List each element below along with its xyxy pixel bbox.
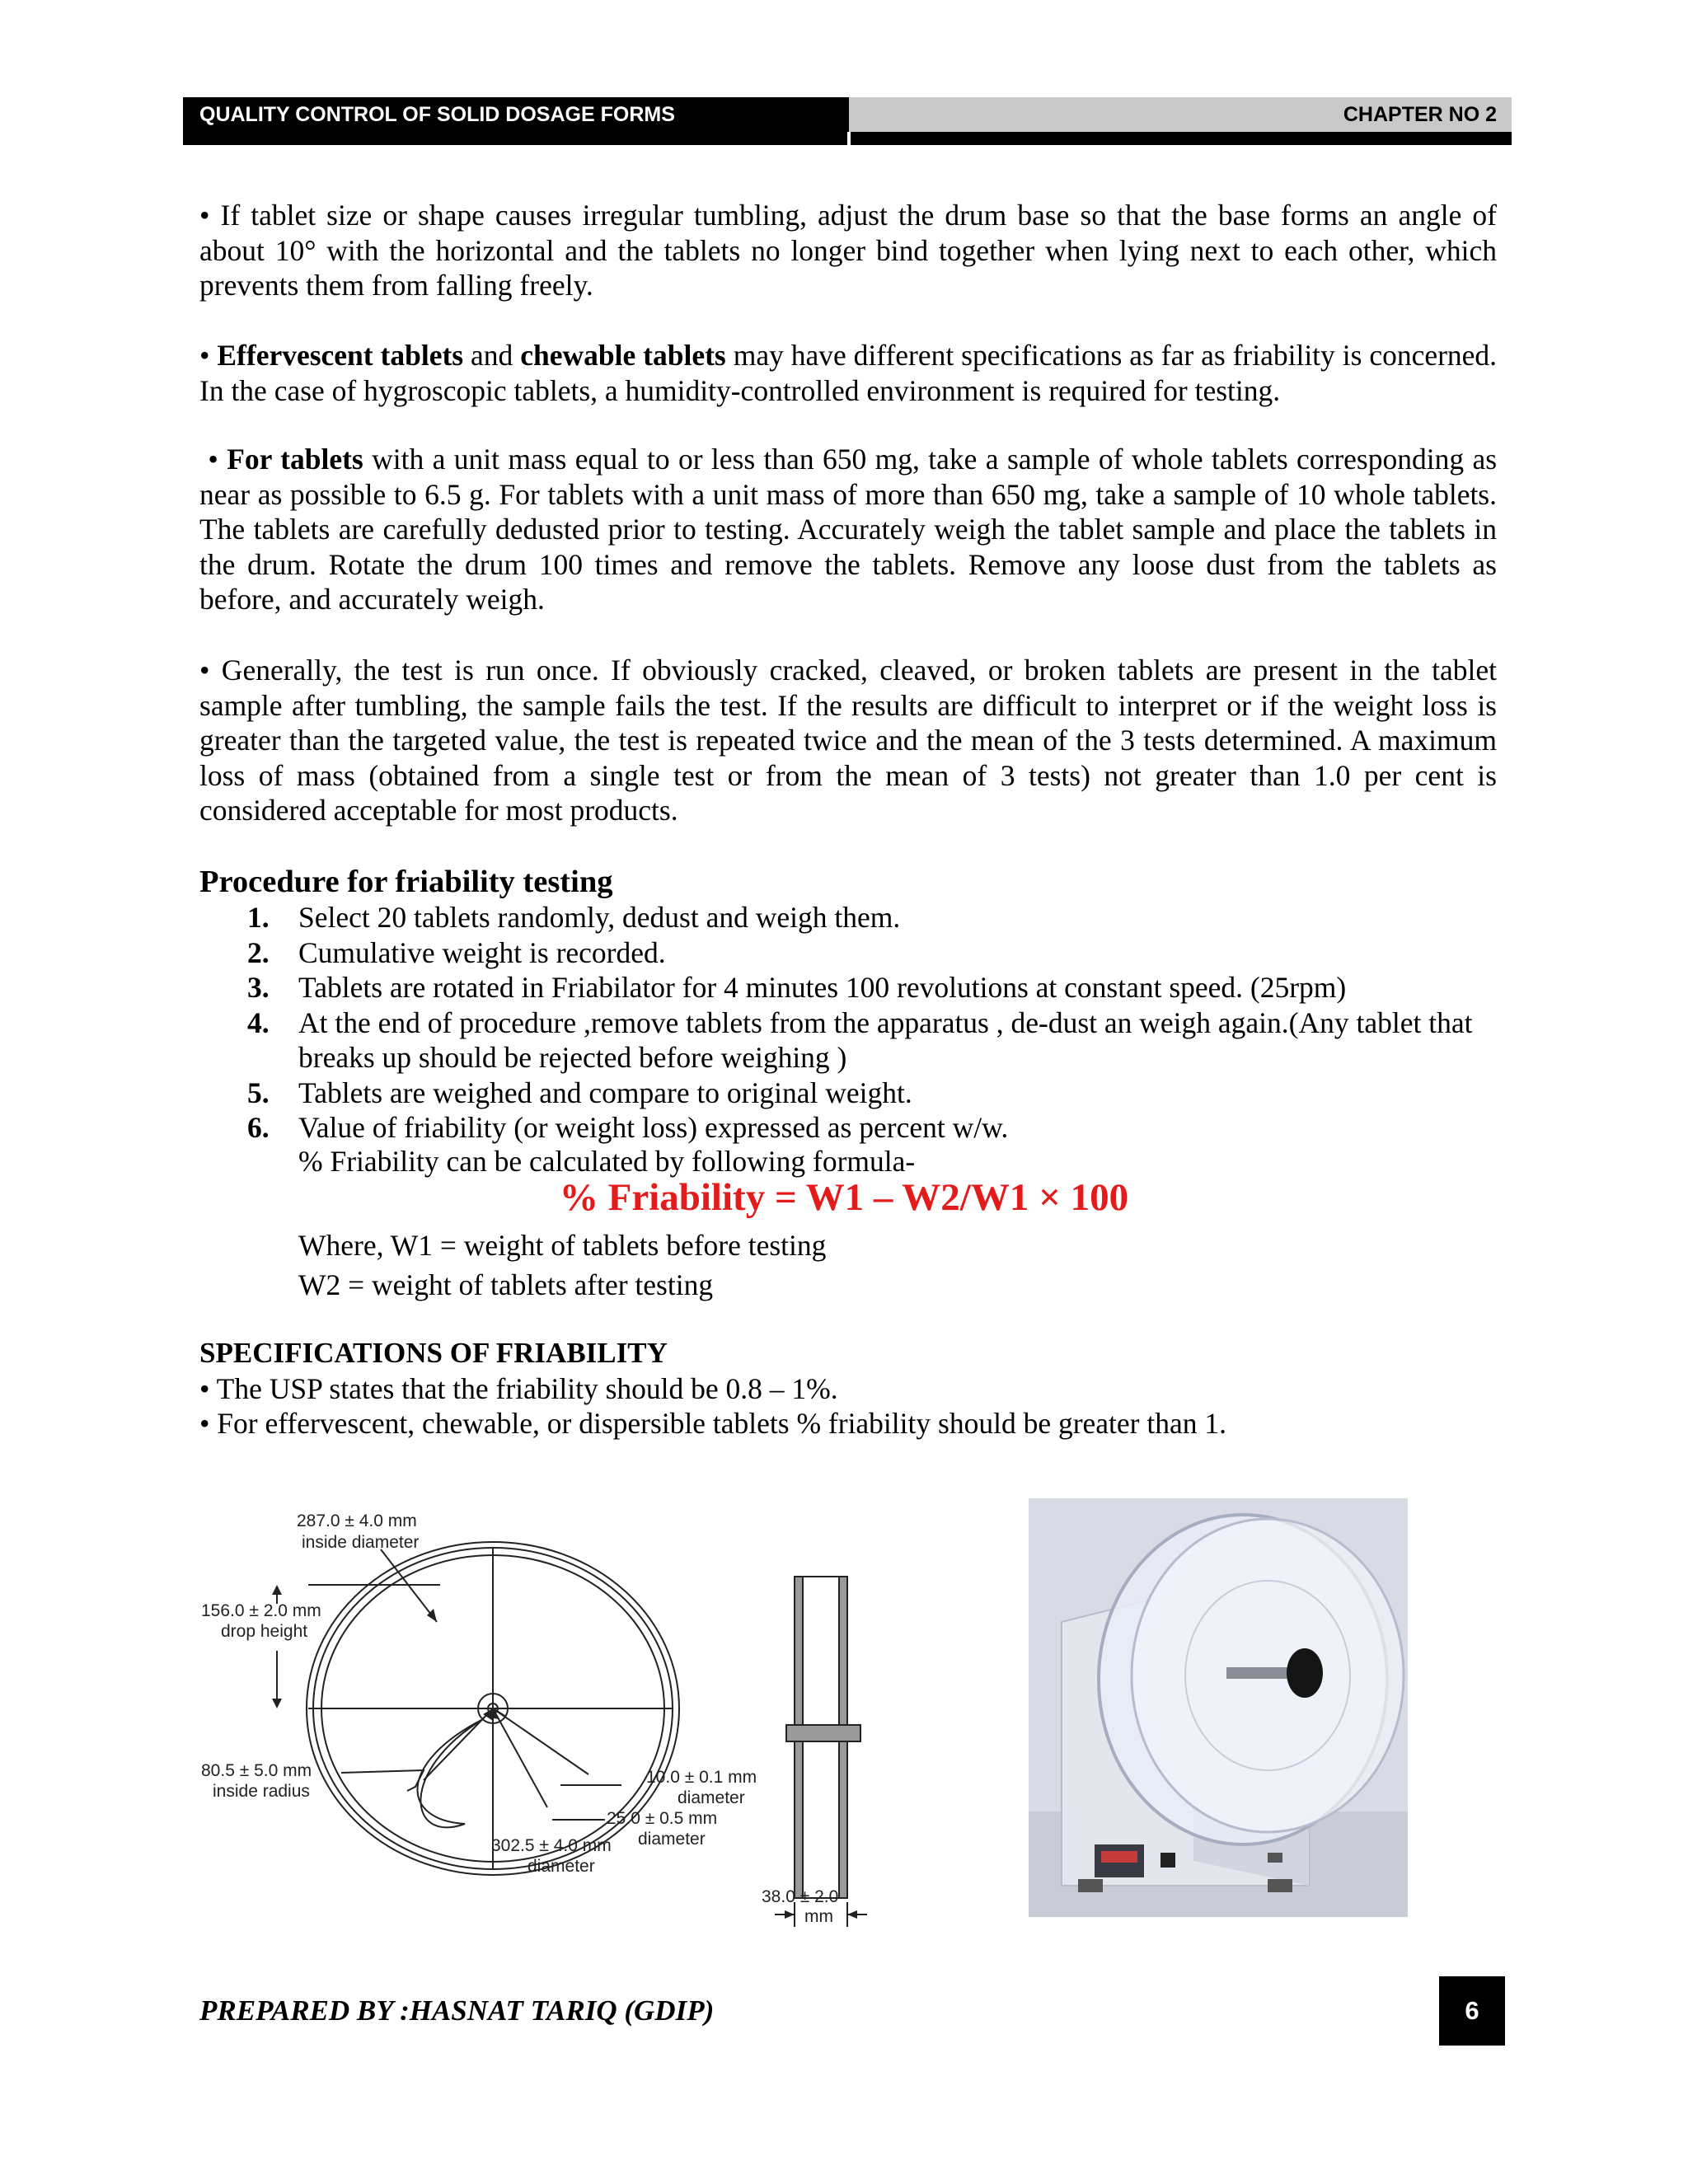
inside-diameter-value: 287.0 ± 4.0 mm — [297, 1511, 417, 1530]
drop-height-label: drop height — [221, 1622, 308, 1641]
list-item: 4. At the end of procedure ,remove tablets from the apparatus , de-dust an weigh again.(Any tablet that breaks up should be rejected before weighing ) — [247, 1005, 1473, 1074]
list-item: 1. Select 20 tablets randomly, dedust and weigh them. — [247, 901, 901, 934]
drum-width-unit: mm — [804, 1907, 833, 1926]
procedure-heading: Procedure for friability testing — [199, 865, 613, 899]
page-header — [183, 97, 1512, 132]
drop-height-value: 156.0 ± 2.0 mm — [201, 1601, 321, 1620]
paragraph-sample-size: • For tablets with a unit mass equal to or less than 650 mg, take a sample of whole tablets corresponding as near as possible to 6.5 g. For tablets with a unit mass of more than 650 mg, take a sample of 10 whole tablets. The tablets are carefully dedusted prior to testing. Accurately weigh the tablet sample and place the tablets in the drum. Rotate the drum 100 times and remove the tablets. Remove any loose dust from the tablets as before, and accurately weigh. — [199, 443, 1498, 616]
header-chapter: CHAPTER NO 2 — [849, 97, 1512, 132]
list-item: 2. Cumulative weight is recorded. — [247, 935, 666, 969]
list-item: 3. Tablets are rotated in Friabilator for 4 minutes 100 revolutions at constant speed. (25rpm) — [247, 971, 1347, 1004]
specification-effervescent: • For effervescent, chewable, or dispersible tablets % friability should be greater than 1. — [199, 1407, 1226, 1440]
paragraph-drum-angle: • If tablet size or shape causes irregular tumbling, adjust the drum base so that the base forms an angle of about 10° with the horizontal and the tablets no longer bind together when lying next to each other, which prevents them from falling freely. — [199, 199, 1497, 302]
header-rule — [183, 132, 1512, 145]
procedure-steps — [247, 900, 1497, 1146]
paragraph-test-run: • Generally, the test is run once. If obviously cracked, cleaved, or broken tablets are present in the tablet sample after tumbling, the sample fails the test. If the results are difficult to interpret or if the weight loss is greater than the targeted value, the test is repeated twice and the mean of the 3 tests determined. A maximum loss of mass (obtained from a single test or from the mean of 3 tests) not greater than 1.0 per cent is considered acceptable for most products. — [199, 654, 1497, 827]
specifications-heading: SPECIFICATIONS OF FRIABILITY — [199, 1337, 668, 1369]
shaft-diameter-value: 25.0 ± 0.5 mm — [607, 1809, 718, 1828]
paragraph-effervescent: • Effervescent tablets and chewable tablets may have different specifications as far as friability is concerned. In the case of hygroscopic tablets, a humidity-controlled environment is required for testing. — [199, 339, 1498, 407]
formula-where-w1: Where, W1 = weight of tablets before testing — [298, 1229, 827, 1262]
inside-diameter-label: inside diameter — [302, 1533, 420, 1552]
outer-diameter-label: diameter — [528, 1857, 595, 1876]
inside-radius-label: inside radius — [213, 1782, 310, 1801]
shaft-diameter-label: diameter — [638, 1830, 706, 1849]
friability-formula: % Friability = W1 – W2/W1 × 100 — [559, 1176, 1129, 1219]
drum-knob — [1287, 1648, 1323, 1698]
hub-diameter-value: 10.0 ± 0.1 mm — [646, 1768, 757, 1787]
list-item: 5. Tablets are weighed and compare to original weight. — [247, 1076, 912, 1109]
formula-where-w2: W2 = weight of tablets after testing — [298, 1268, 714, 1301]
inside-radius-value: 80.5 ± 5.0 mm — [201, 1761, 312, 1780]
drum-width-value: 38.0 ± 2.0 — [762, 1887, 839, 1906]
hub-diameter-label: diameter — [678, 1788, 745, 1807]
friabilator-photo — [1029, 1498, 1408, 1917]
formula-intro: % Friability can be calculated by following formula- — [298, 1145, 916, 1178]
specification-usp: • The USP states that the friability should be 0.8 – 1%. — [199, 1372, 838, 1405]
header-title: QUALITY CONTROL OF SOLID DOSAGE FORMS — [183, 97, 849, 132]
friabilator-diagram — [193, 1498, 918, 1927]
page-number: 6 — [1439, 1976, 1505, 2046]
list-item: 6. Value of friability (or weight loss) expressed as percent w/w. — [247, 1111, 1009, 1144]
prepared-by: PREPARED BY :HASNAT TARIQ (GDIP) — [199, 1994, 715, 2027]
outer-diameter-value: 302.5 ± 4.0 mm — [491, 1836, 612, 1855]
